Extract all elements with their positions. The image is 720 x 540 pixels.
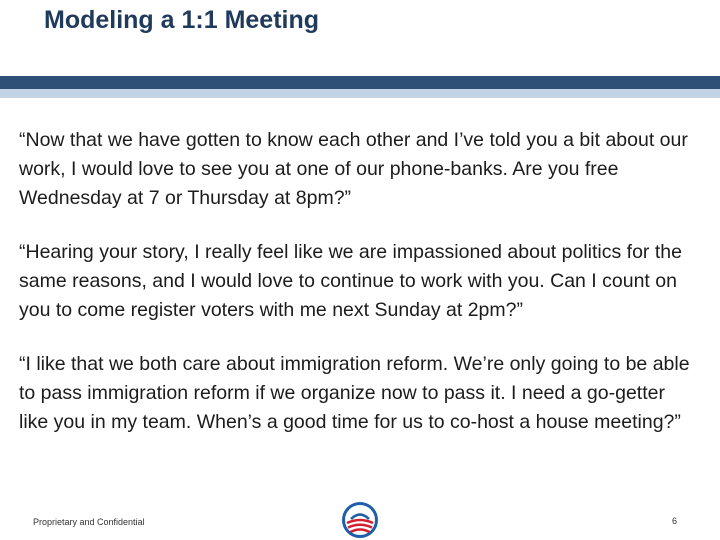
page-title: Modeling a 1:1 Meeting bbox=[44, 6, 320, 34]
confidential-label: Proprietary and Confidential bbox=[33, 517, 145, 527]
page-number: 6 bbox=[672, 516, 678, 526]
quote-house-meeting: “I like that we both care about immigration reform. We’re only going to be able to pass immigration reform if we organize now to pass it. I need a go-getter like you in my team. When’s a good time for us to co-host a house meeting?” bbox=[19, 353, 690, 433]
logo-stripe-1 bbox=[347, 520, 373, 523]
logo-stripe-3 bbox=[351, 530, 370, 533]
logo-sun-arc bbox=[351, 515, 369, 520]
logo-stripe-2 bbox=[348, 525, 372, 528]
header-band-dark bbox=[0, 76, 720, 89]
quote-phone-bank: “Now that we have gotten to know each other and I’ve told you a bit about our work, I would love to see you at one of our phone-banks. Are you free Wednesday at 7 or Thursday at 8pm?” bbox=[19, 129, 688, 209]
quote-register-voters: “Hearing your story, I really feel like we are impassioned about politics for the same reasons, and I would love to continue to work with you. Can I count on you to come register voters with me next Sunday at 2pm?” bbox=[19, 241, 682, 321]
header-band-light bbox=[0, 89, 720, 98]
quotes-body bbox=[19, 126, 699, 462]
rising-sun-logo-icon bbox=[342, 502, 378, 538]
header-divider-band bbox=[0, 76, 720, 98]
